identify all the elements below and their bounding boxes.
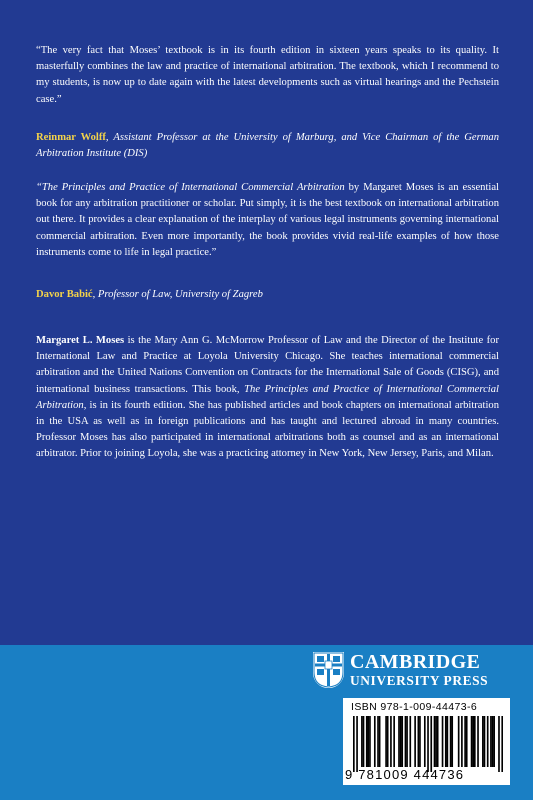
barcode-bar	[401, 716, 403, 767]
barcode-bar	[385, 716, 387, 767]
barcode-bar	[390, 716, 392, 767]
barcode-bar	[387, 716, 389, 767]
barcode-bar	[458, 716, 460, 767]
barcode-bar	[398, 716, 400, 767]
barcode-bar	[472, 716, 474, 767]
quote-1-text: “The very fact that Moses’ textbook is in its fourth edition in sixteen years speaks to its quality. It masterfully combines the law and practice of international arbitration. The textbook, which I recommend to my students, is now up to date again with the latest developments such as virtual hearings and the Pechstein case.”	[36, 45, 499, 105]
barcode-bar	[461, 716, 463, 767]
barcode-bar	[361, 716, 363, 767]
barcode-bars	[353, 716, 503, 772]
barcode-bar	[366, 716, 368, 767]
barcode-bar	[419, 716, 421, 767]
barcode-bar	[482, 716, 484, 767]
quote-2-text: by Margaret Moses is an essential book for any arbitration practitioner or scholar. Put simply, it is the best textbook on international arbitration out there. It provides a clear explanation of the interplay of various legal instruments governing international commercial arbitration. Even more importantly, the book provides vivid real-life examples of how those instruments come to life in legal practice.”	[36, 182, 499, 258]
barcode-bar	[437, 716, 439, 767]
barcode-bar	[409, 716, 411, 767]
barcode-bar	[484, 716, 486, 767]
barcode-bar	[474, 716, 476, 767]
barcode-bar	[435, 716, 437, 767]
barcode-bar	[414, 716, 416, 767]
quote-2-author-role: , Professor of Law, University of Zagreb	[92, 289, 263, 300]
barcode-bar	[434, 716, 436, 767]
quote-2	[36, 180, 499, 261]
barcode-bar	[447, 716, 449, 767]
author-bio-book-title: The Principles and Practice of International Commercial Arbitration	[36, 383, 499, 411]
barcode-bar	[451, 716, 453, 767]
barcode-bar	[369, 716, 371, 767]
barcode-bar	[368, 716, 370, 767]
barcode-bar	[363, 716, 365, 767]
author-bio	[36, 333, 499, 463]
barcode-bar	[430, 716, 432, 772]
barcode-bar	[356, 716, 358, 772]
barcode-bar	[492, 716, 494, 767]
barcode-bar	[493, 716, 495, 767]
barcode-bar	[377, 716, 379, 767]
isbn-barcode	[343, 698, 510, 785]
quote-2-author-name: Davor Babić	[36, 289, 93, 300]
quote-1-attribution	[36, 130, 499, 162]
barcode-bar	[487, 716, 489, 767]
barcode-bar	[464, 716, 466, 767]
author-bio-text-2: , is in its fourth edition. She has published articles and book chapters on international arbitration in the USA as well as in foreign publications and has taught and lectured abroad in many countries. Professor Moses has also participated in international arbitrations both as counsel and as an international arbitrator. Prior to joining Loyola, she was a practicing attorney in New York, New Jersey, Paris, and Milan.	[36, 399, 499, 460]
barcode-bar	[374, 716, 376, 767]
barcode-bar	[400, 716, 402, 767]
barcode-bar	[393, 716, 395, 767]
isbn-label: ISBN 978-1-009-44473-6	[351, 701, 478, 713]
barcode-bar	[442, 716, 444, 767]
barcode-digits: 9 781009 444736	[345, 767, 465, 782]
barcode-bar	[405, 716, 407, 767]
barcode-bar	[379, 716, 381, 767]
barcode-bar	[445, 716, 447, 767]
publisher-name-line2: UNIVERSITY PRESS	[350, 673, 489, 688]
quote-1-author-name: Reinmar Wolff	[36, 132, 106, 143]
barcode-bar	[466, 716, 468, 767]
barcode-bar	[424, 716, 426, 767]
publisher-name-line1: CAMBRIDGE	[350, 651, 481, 673]
author-bio-name: Margaret L. Moses	[36, 335, 125, 346]
author-bio-text-1: is the Mary Ann G. McMorrow Professor of Law and the Director of the Institute for International Law and Practice at Loyola University Chicago. She teaches international commercial arbitration and the United Nations Convention on Contracts for the International Sale of Goods (CISG), and international business transactions. This book,	[36, 335, 499, 395]
quote-1-author-role: , Assistant Professor at the University of Marburg, and Vice Chairman of the German Arbitration Institute (DIS)	[36, 132, 499, 160]
publisher-wordmark	[350, 651, 488, 689]
barcode-bar	[353, 716, 355, 772]
barcode-bar	[418, 716, 420, 767]
barcode-bar	[471, 716, 473, 767]
barcode-bar	[450, 716, 452, 767]
barcode-bar	[477, 716, 479, 767]
barcode-bar	[501, 716, 503, 772]
quote-2-book-title: “The Principles and Practice of International Commercial Arbitration	[36, 182, 345, 193]
barcode-bar	[490, 716, 492, 767]
barcode-bar	[406, 716, 408, 767]
barcode-bar	[498, 716, 500, 772]
cambridge-shield-icon	[313, 652, 344, 688]
quote-2-attribution	[36, 287, 499, 303]
barcode-bar	[427, 716, 429, 772]
quote-1	[36, 43, 499, 108]
